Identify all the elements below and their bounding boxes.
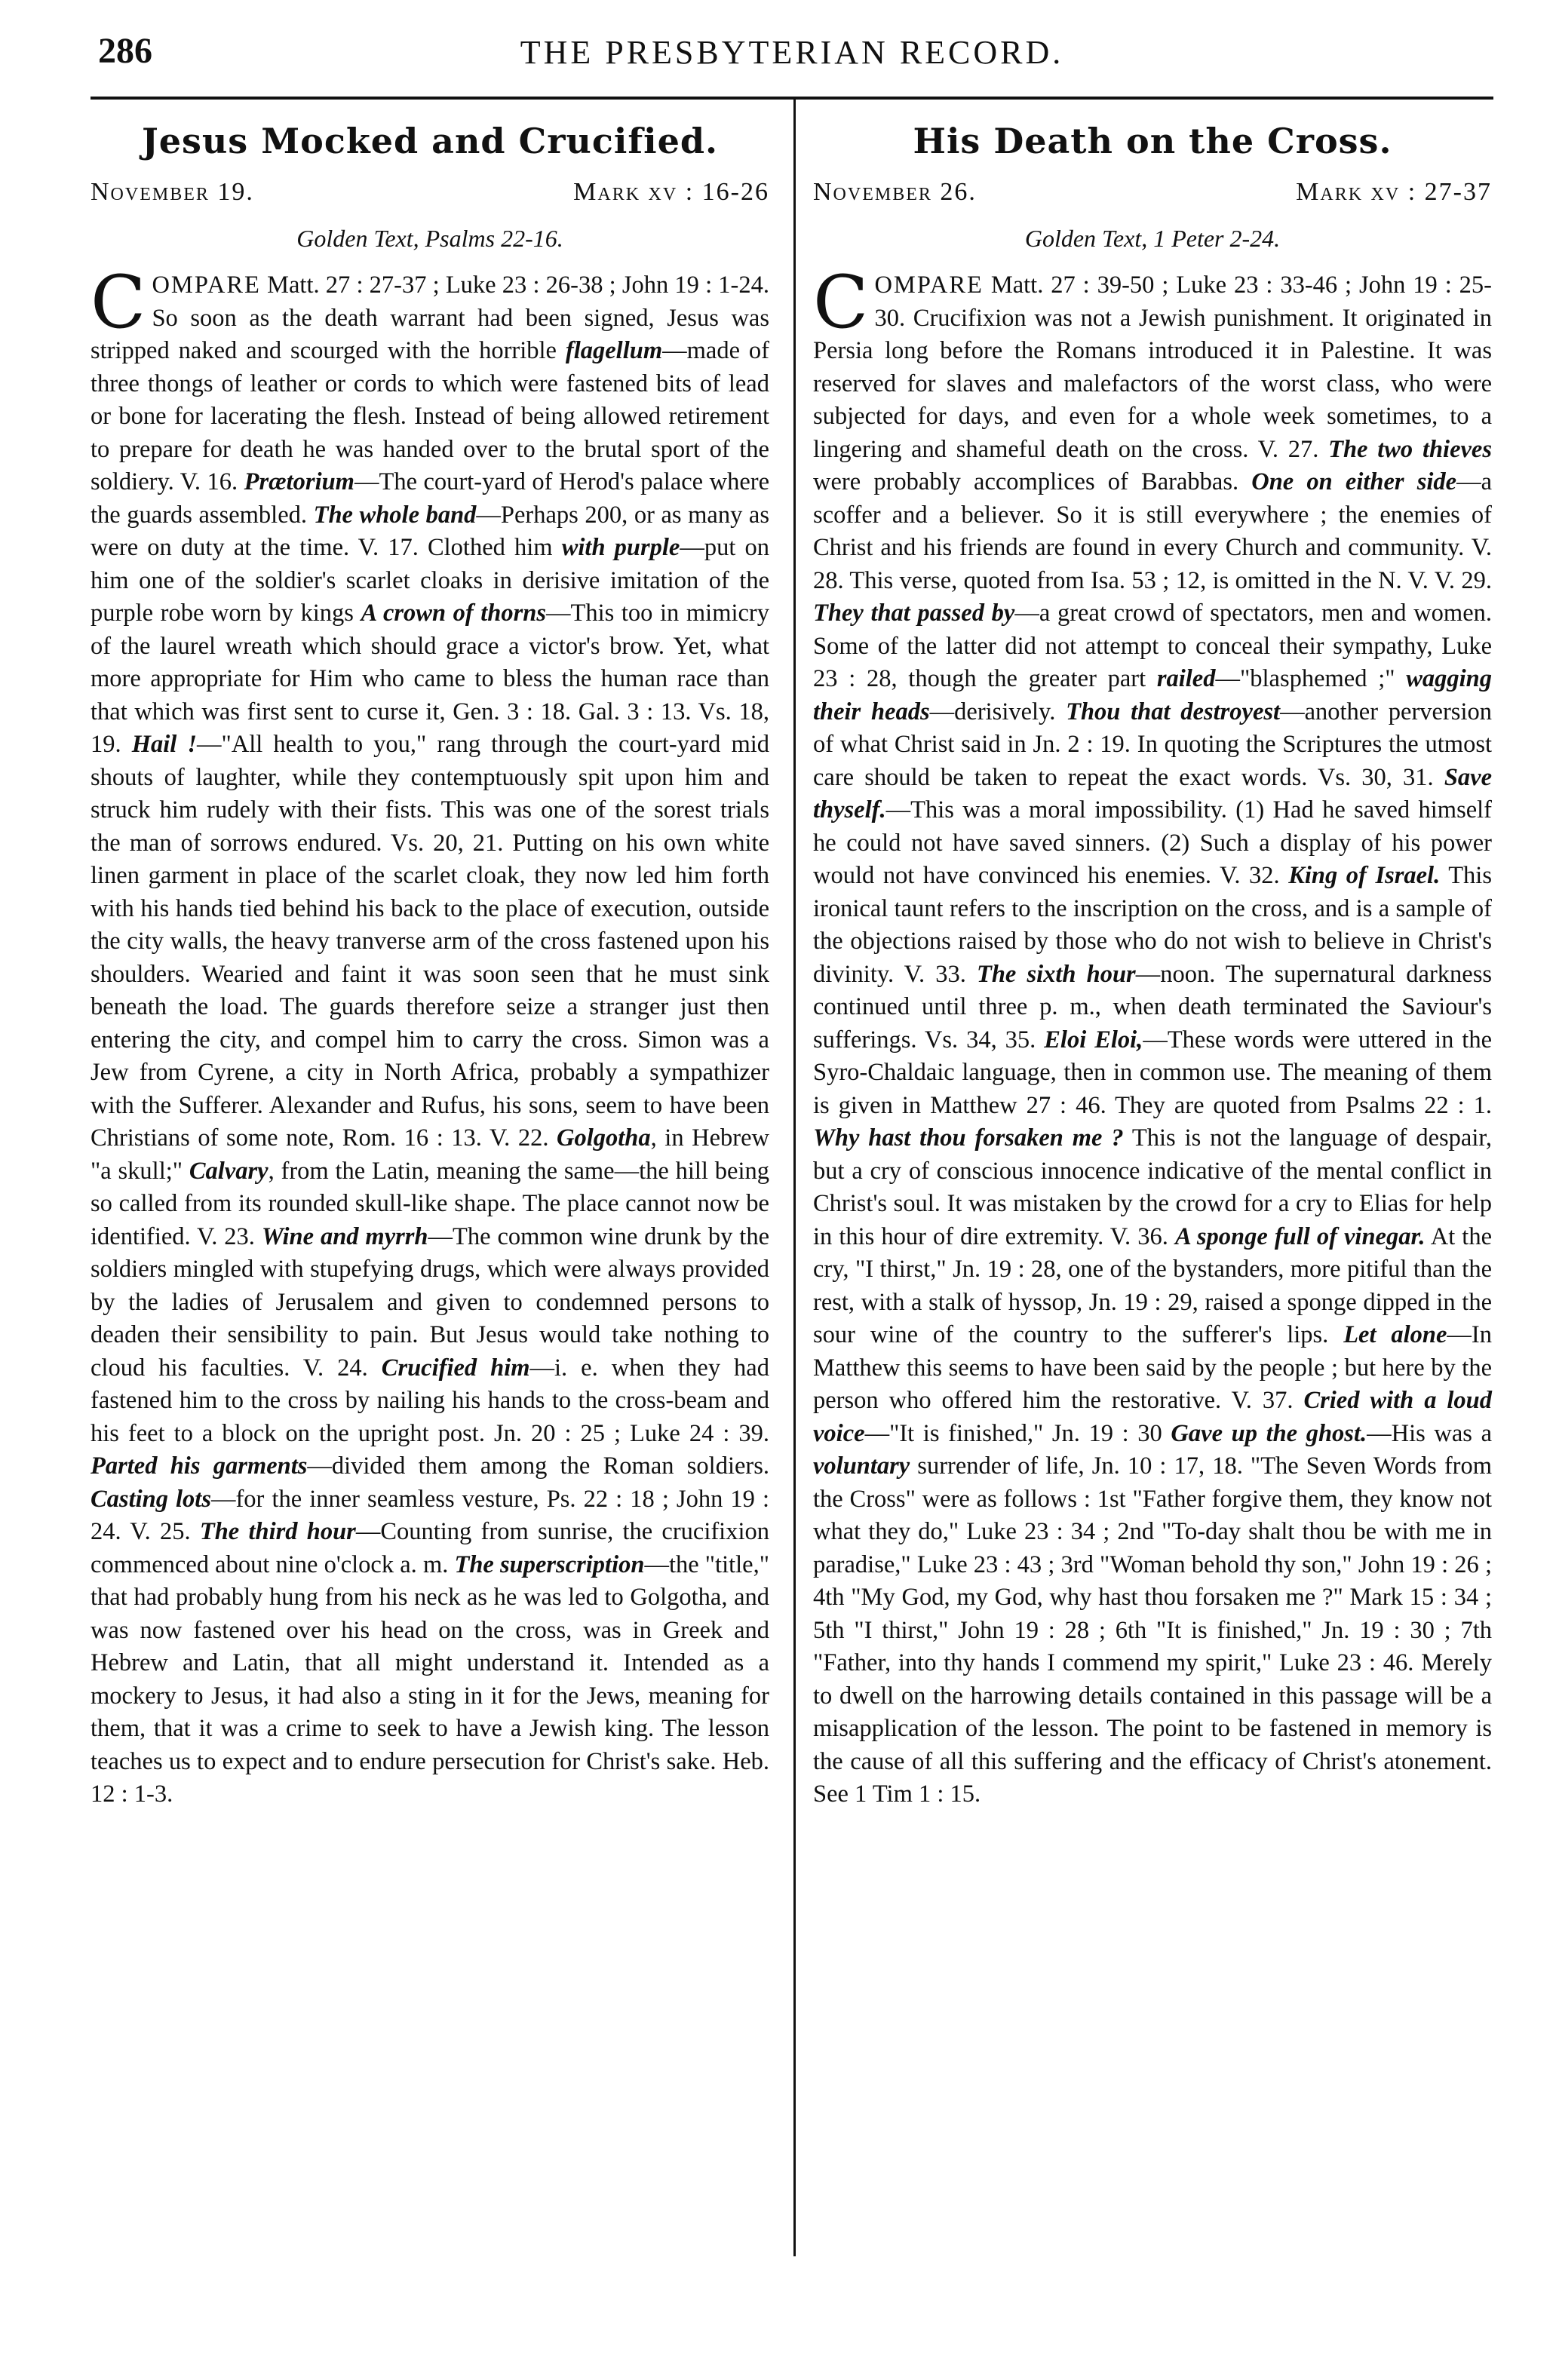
emphasis: They that passed by bbox=[813, 600, 1015, 627]
text-run: —This was a moral impossibility. (1) Had he saved himself he could not have saved sinners. (2) Such a display of his power would not have convinced his enemies. V. 32. bbox=[813, 796, 1492, 889]
page-number: 286 bbox=[98, 31, 152, 71]
text-run: —Counting from sunrise, the crucifixion commenced about nine o'clock a. m. bbox=[91, 1518, 769, 1578]
lesson-date: November 26. bbox=[813, 178, 977, 206]
lesson-body bbox=[91, 260, 770, 1811]
column-rule bbox=[793, 100, 796, 2256]
emphasis: Casting lots bbox=[91, 1485, 211, 1513]
text-run: Matt. 27 : 27-37 ; Luke 23 : 26-38 ; John 19 : 1-24. So soon as the death warrant had been signed, Jesus was stripped naked and scourged with the horrible bbox=[91, 271, 769, 364]
emphasis: Eloi Eloi, bbox=[1044, 1026, 1143, 1054]
text-run: were probably accomplices of Barabbas. bbox=[813, 468, 1252, 495]
lesson-title: Jesus Mocked and Crucified. bbox=[141, 121, 719, 161]
emphasis: voluntary bbox=[813, 1452, 910, 1480]
drop-cap: C bbox=[91, 260, 146, 345]
text-run: —put on him one of the soldier's scarlet cloaks in derisive imitation of the purple robe worn by kings bbox=[91, 534, 769, 627]
emphasis: wagging their heads bbox=[813, 665, 1492, 725]
text-run: Matt. 27 : 39-50 ; Luke 23 : 33-46 ; John 19 : 25-30. Crucifixion was not a Jewish punishment. It originated in Persia long before the Romans introduced it in Palestine. It was reserved for slaves and malefactors of the worst class, who were subjected for days, and even for a whole week sometimes, to a lingering and shameful death on the cross. V. 27. bbox=[813, 271, 1492, 463]
emphasis: with purple bbox=[561, 534, 680, 561]
text-run: —a scoffer and a believer. So it is still everywhere ; the enemies of Christ and his friends are found in every Church and community. V. 28. This verse, quoted from Isa. 53 ; 12, is omitted in the N. V. V. 29. bbox=[813, 468, 1492, 594]
emphasis: railed bbox=[1156, 665, 1216, 692]
lesson-body bbox=[813, 260, 1492, 1811]
lead-word: OMPARE bbox=[874, 271, 984, 299]
text-run: , from the Latin, meaning the same—the hill being so called from its rounded skull-like shape. The place cannot now be identified. V. 23. bbox=[91, 1157, 769, 1250]
emphasis: Calvary bbox=[189, 1157, 269, 1185]
text-run: —for the inner seamless vesture, Ps. 22 : 18 ; John 19 : 24. V. 25. bbox=[91, 1485, 769, 1545]
text-run: —made of three thongs of leather or cords to which were fastened bits of lead or bone for lacerating the flesh. Instead of being allowed retirement to prepare for death he was handed over to the brutal sport of the soldiery. V. 16. bbox=[91, 337, 770, 495]
text-run: This is not the language of despair, but a cry of conscious innocence indicative of the mental conflict in Christ's soul. It was mistaken by the crowd for a cry to Elias for help in this hour of dire extremity. V. 36. bbox=[813, 1124, 1492, 1250]
emphasis: Prætorium bbox=[244, 468, 354, 495]
lesson-meta bbox=[91, 178, 769, 207]
header-rule bbox=[91, 97, 1493, 100]
lesson-meta bbox=[813, 178, 1492, 207]
emphasis: Cried with a loud voice bbox=[813, 1387, 1492, 1447]
text-run: —"All health to you," rang through the court-yard mid shouts of laughter, while they contemptuously spit upon him and struck him rudely with their fists. This was one of the sorest trials the man of sorrows endured. Vs. 20, 21. Putting on his own white linen garment in place of the scarlet cloak, they now led him forth with his hands tied behind his back to the place of execution, outside the city walls, the heavy tranverse arm of the cross fastened upon his shoulders. Wearied and faint it was soon seen that he must sink beneath the load. The guards therefore seize a stranger just then entering the city, and compel him to carry the cross. Simon was a Jew from Cyrene, a city in North Africa, probably a sympathizer with the Sufferer. Alexander and Rufus, his sons, seem to have been Christians of some note, Rom. 16 : 13. V. 22. bbox=[91, 731, 769, 1152]
text-run: , in Hebrew "a skull;" bbox=[91, 1124, 769, 1185]
emphasis: The third hour bbox=[199, 1518, 356, 1545]
emphasis: A crown of thorns bbox=[361, 600, 547, 627]
text-run: —"It is finished," Jn. 19 : 30 bbox=[864, 1419, 1171, 1447]
lesson-column-right bbox=[813, 121, 1492, 1811]
text-run: —The common wine drunk by the soldiers mingled with stupefying drugs, which were always provided by the ladies of Jerusalem and given to condemned persons to deaden their sensibility to pain. But Jesus would take nothing to cloud his faculties. V. 24. bbox=[91, 1222, 769, 1382]
emphasis: The two thieves bbox=[1328, 435, 1492, 463]
lesson-reference: Mark xv : 27-37 bbox=[1296, 178, 1492, 206]
golden-text: Golden Text, 1 Peter 2-24. bbox=[1024, 225, 1281, 252]
emphasis: A sponge full of vinegar. bbox=[1174, 1222, 1426, 1250]
emphasis: Crucified him bbox=[381, 1354, 530, 1382]
lead-word: OMPARE bbox=[152, 271, 261, 299]
drop-cap: C bbox=[813, 260, 869, 345]
emphasis: Golgotha bbox=[557, 1124, 651, 1152]
emphasis: Gave up the ghost. bbox=[1171, 1419, 1367, 1447]
text-run: —Perhaps 200, or as many as were on duty at the time. V. 17. Clothed him bbox=[91, 501, 769, 561]
lesson-title: His Death on the Cross. bbox=[913, 121, 1392, 161]
text-run: —the "title," that had probably hung from his neck as he was led to Golgotha, and was now fastened over his head on the cross, was in Greek and Hebrew and Latin, that all might understand it. Intended as a mockery to Jesus, it had also a sting in it for the Jews, meaning for them, that it was a crime to seek to have a Jewish king. The lesson teaches us to expect and to endure persecution for Christ's sake. Heb. 12 : 1-3. bbox=[91, 1550, 769, 1808]
text-run: surrender of life, Jn. 10 : 17, 18. "The Seven Words from the Cross" were as follows : 1st "Father forgive them, they know not what they do," Luke 23 : 34 ; 2nd "To-day shalt thou be with me in paradise," Luke 23 : 43 ; 3rd "Woman behold thy son," John 19 : 26 ; 4th "My God, my God, why hast thou forsaken me ?" Mark 15 : 34 ; 5th "I thirst," John 19 : 28 ; 6th "It is finished," Jn. 19 : 30 ; 7th "Father, into thy hands I commend my spirit," Luke 23 : 46. Merely to dwell on the harrowing details contained in this passage will be a misapplication of the lesson. The point to be fastened in memory is the cause of all this suffering and the efficacy of Christ's atonement. See 1 Tim 1 : 15. bbox=[813, 1452, 1492, 1808]
text-run: —i. e. when they had fastened him to the cross by nailing his hands to the cross-beam and his feet to a block on the upright post. Jn. 20 : 25 ; Luke 24 : 39. bbox=[91, 1354, 769, 1447]
lesson-reference: Mark xv : 16-26 bbox=[573, 178, 769, 206]
golden-text: Golden Text, Psalms 22-16. bbox=[296, 225, 563, 252]
emphasis: The sixth hour bbox=[976, 960, 1136, 988]
lesson-date: November 19. bbox=[91, 178, 254, 206]
text-run: —another perversion of what Christ said in Jn. 2 : 19. In quoting the Scriptures the utmost care should be taken to repeat the exact words. Vs. 30, 31. bbox=[813, 698, 1492, 791]
emphasis: King of Israel. bbox=[1288, 862, 1441, 889]
text-run: At the cry, "I thirst," Jn. 19 : 28, one of the bystanders, more pitiful than the rest, with a stalk of hyssop, Jn. 19 : 29, raised a sponge dipped in the sour wine of the country to the sufferer's lips. bbox=[813, 1222, 1492, 1348]
text-run: —derisively. bbox=[929, 698, 1066, 725]
emphasis: Save thyself. bbox=[813, 763, 1492, 823]
emphasis: Thou that destroyest bbox=[1066, 698, 1281, 725]
running-header bbox=[98, 30, 1486, 83]
text-run: —His was a bbox=[1367, 1419, 1492, 1447]
emphasis: One on either side bbox=[1251, 468, 1457, 495]
emphasis: The superscription bbox=[454, 1550, 645, 1578]
text-run: —noon. The supernatural darkness continued until three p. m., when death terminated the Saviour's sufferings. Vs. 34, 35. bbox=[813, 960, 1492, 1054]
text-run: —divided them among the Roman soldiers. bbox=[307, 1452, 769, 1480]
text-run: —a great crowd of spectators, men and women. Some of the latter did not attempt to conceal their sympathy, Luke 23 : 28, though the greater part bbox=[813, 600, 1492, 692]
emphasis: Hail ! bbox=[131, 731, 197, 758]
text-run: —In Matthew this seems to have been said by the people ; but here by the person who offered him the restorative. V. 37. bbox=[813, 1321, 1492, 1414]
text-run: —The court-yard of Herod's palace where the guards assembled. bbox=[91, 468, 770, 529]
emphasis: flagellum bbox=[565, 337, 663, 364]
journal-title: THE PRESBYTERIAN RECORD. bbox=[520, 34, 1064, 71]
lesson-column-left bbox=[91, 121, 769, 1811]
text-run: This ironical taunt refers to the inscription on the cross, and is a sample of the objections raised by those who do not wish to believe in Christ's divinity. V. 33. bbox=[813, 862, 1492, 988]
text-run: —These words were uttered in the Syro-Chaldaic language, then in common use. The meaning of them is given in Matthew 27 : 46. They are quoted from Psalms 22 : 1. bbox=[813, 1026, 1492, 1119]
emphasis: Let alone bbox=[1343, 1321, 1447, 1348]
emphasis: Wine and myrrh bbox=[261, 1222, 428, 1250]
emphasis: Parted his garments bbox=[91, 1452, 308, 1480]
text-run: —This too in mimicry of the laurel wreath which should grace a victor's brow. Yet, what more appropriate for Him who came to bless the human race than that which was first sent to curse it, Gen. 3 : 18. Gal. 3 : 13. Vs. 18, 19. bbox=[91, 600, 769, 758]
emphasis: The whole band bbox=[313, 501, 477, 529]
emphasis: Why hast thou forsaken me ? bbox=[813, 1124, 1124, 1152]
text-run: —"blasphemed ;" bbox=[1215, 665, 1407, 692]
